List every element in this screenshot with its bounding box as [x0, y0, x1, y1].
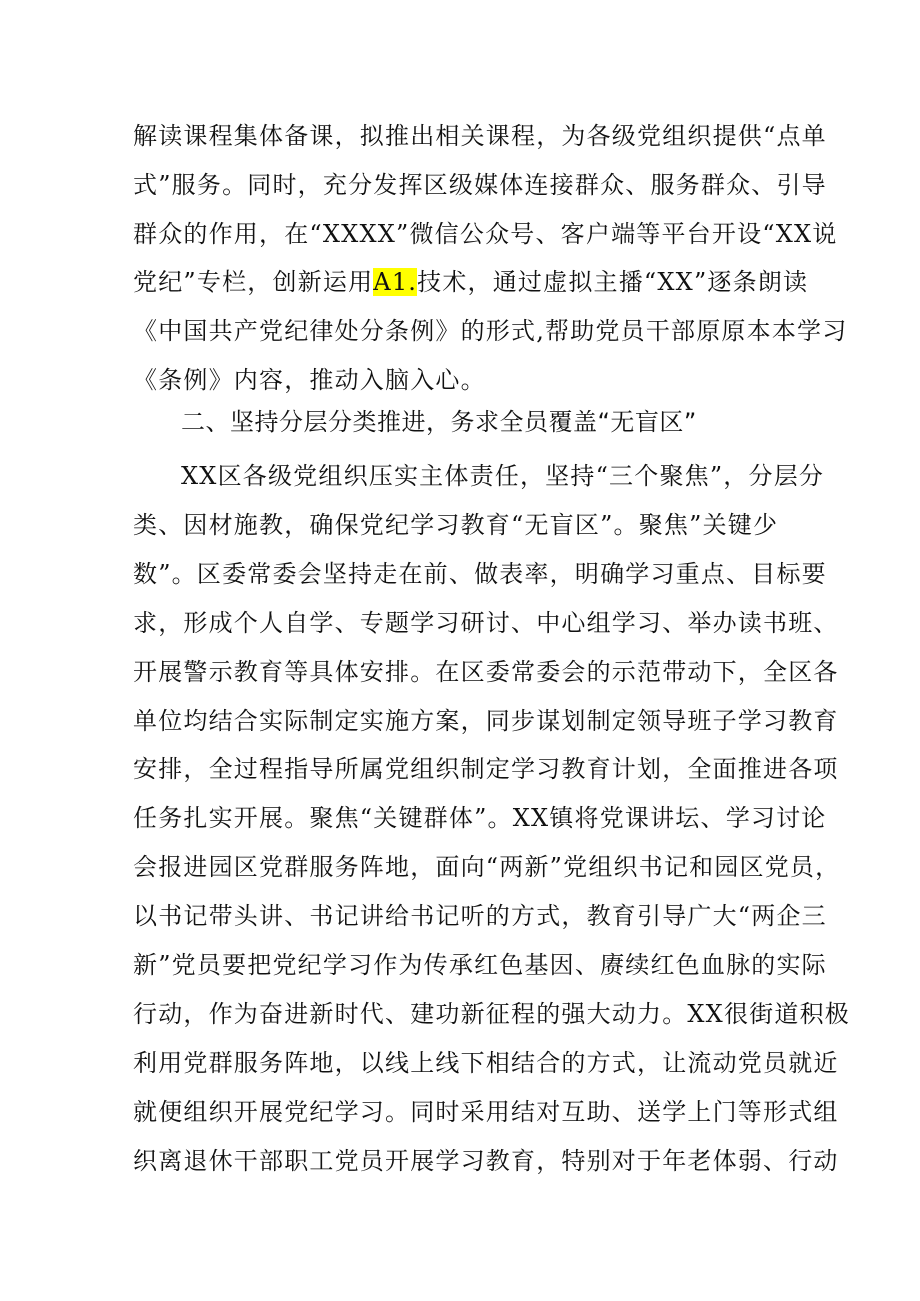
text-line: 织离退休干部职工党员开展学习教育，特别对于年老体弱、行动: [133, 1146, 839, 1175]
text-line: 单位均结合实际制定实施方案，同步谋划制定领导班子学习教育: [133, 706, 839, 735]
text-line: 《中国共产党纪律处分条例》的形式,帮助党员干部原原本本学习: [133, 317, 848, 346]
text-line: 安排，全过程指导所属党组织制定学习教育计划，全面推进各项: [133, 755, 839, 784]
text-line: 群众的作用，在“XXXX”微信公众号、客户端等平台开设“XX说: [133, 219, 838, 248]
section-heading: 二、坚持分层分类推进，务求全员覆盖“无盲区”: [181, 408, 697, 436]
paragraph-layered-promotion: [133, 452, 850, 1186]
text-line: 解读课程集体备课，拟推出相关课程，为各级党组织提供“点单: [133, 122, 827, 150]
text-line: XX区各级党组织压实主体责任，坚持“三个聚焦”，分层分: [181, 462, 825, 490]
text-line: 任务扎实开展。聚焦“关键群体”。XX镇将党课讲坛、学习讨论: [133, 804, 827, 833]
text-line: 数”。区委常委会坚持走在前、做表率，明确学习重点、目标要: [133, 559, 827, 588]
text-line: 就便组织开展党纪学习。同时采用结对互助、送学上门等形式组: [133, 1097, 839, 1126]
text-segment: 党纪”专栏，创新运用: [133, 268, 374, 297]
text-segment: 技术，通过虚拟主播“XX”逐条朗读: [417, 268, 809, 297]
text-line-with-highlight: [133, 258, 809, 307]
text-line: 式”服务。同时，充分发挥区级媒体连接群众、服务群众、引导: [133, 170, 827, 199]
text-line: 新”党员要把党纪学习作为传承红色基因、赓续红色血脉的实际: [133, 951, 827, 980]
text-line: 利用党群服务阵地，以线上线下相结合的方式，让流动党员就近: [133, 1048, 839, 1077]
highlighted-term: A1.: [373, 268, 418, 297]
text-line: 求，形成个人自学、专题学习研讨、中心组学习、举办读书班、: [133, 608, 839, 637]
text-line: 类、因材施教，确保党纪学习教育“无盲区”。聚焦”关键少: [133, 510, 779, 539]
paragraph-course-services: [133, 112, 848, 405]
text-line: 行动，作为奋进新时代、建功新征程的强大动力。XX很街道积极: [133, 999, 850, 1028]
text-line: 会报进园区党群服务阵地，面向“两新”党组织书记和园区党员，: [133, 853, 841, 882]
text-line: 开展警示教育等具体安排。在区委常委会的示范带动下，全区各: [133, 657, 839, 686]
text-line: 以书记带头讲、书记讲给书记听的方式，教育引导广大“两企三: [133, 902, 827, 931]
text-line: 《条例》内容，推动入脑入心。: [133, 365, 486, 394]
